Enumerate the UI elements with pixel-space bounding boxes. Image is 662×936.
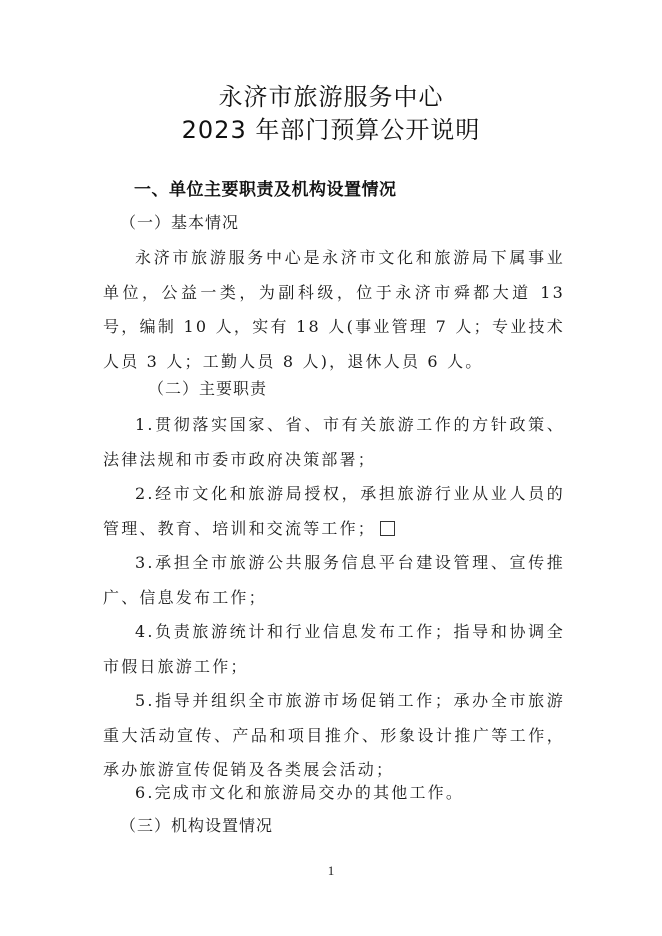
duty-item-4: 4.负责旅游统计和行业信息发布工作；指导和协调全市假日旅游工作； xyxy=(103,622,565,676)
duty-item-2 xyxy=(103,477,565,546)
section-heading-1: 一、单位主要职责及机构设置情况 xyxy=(134,180,397,200)
duty-item-1: 1.贯彻落实国家、省、市有关旅游工作的方针政策、法律法规和市委市政府决策部署； xyxy=(103,415,565,469)
duty-item-3: 3.承担全市旅游公共服务信息平台建设管理、宣传推广、信息发布工作； xyxy=(103,553,565,607)
subsection-heading-org-setup: （三）机构设置情况 xyxy=(120,816,274,835)
page-number: 1 xyxy=(327,863,335,878)
basic-info-paragraph: 永济市旅游服务中心是永济市文化和旅游局下属事业单位，公益一类，为副科级，位于永济市舜都大道 13 号，编制 10 人，实有 18 人(事业管理 7 人；专业技术人员 3 人；工勤人员 8 人)，退休人员 6 人。 xyxy=(103,248,565,371)
duty-item-2-text: 2.经市文化和旅游局授权，承担旅游行业从业人员的管理、教育、培训和交流等工作； xyxy=(103,484,565,538)
subsection-heading-main-duties: （二）主要职责 xyxy=(148,379,268,398)
subsection-heading-basic-info: （一）基本情况 xyxy=(120,213,240,232)
document-title-line2: 2023 年部门预算公开说明 xyxy=(181,116,481,144)
duty-item-6: 6.完成市文化和旅游局交办的其他工作。 xyxy=(135,783,465,802)
placeholder-box-icon xyxy=(380,521,395,536)
document-title-line1: 永济市旅游服务中心 xyxy=(218,83,444,111)
duty-item-5: 5.指导并组织全市旅游市场促销工作；承办全市旅游重大活动宣传、产品和项目推介、形象设计推广等工作，承办旅游宣传促销及各类展会活动； xyxy=(103,691,565,779)
